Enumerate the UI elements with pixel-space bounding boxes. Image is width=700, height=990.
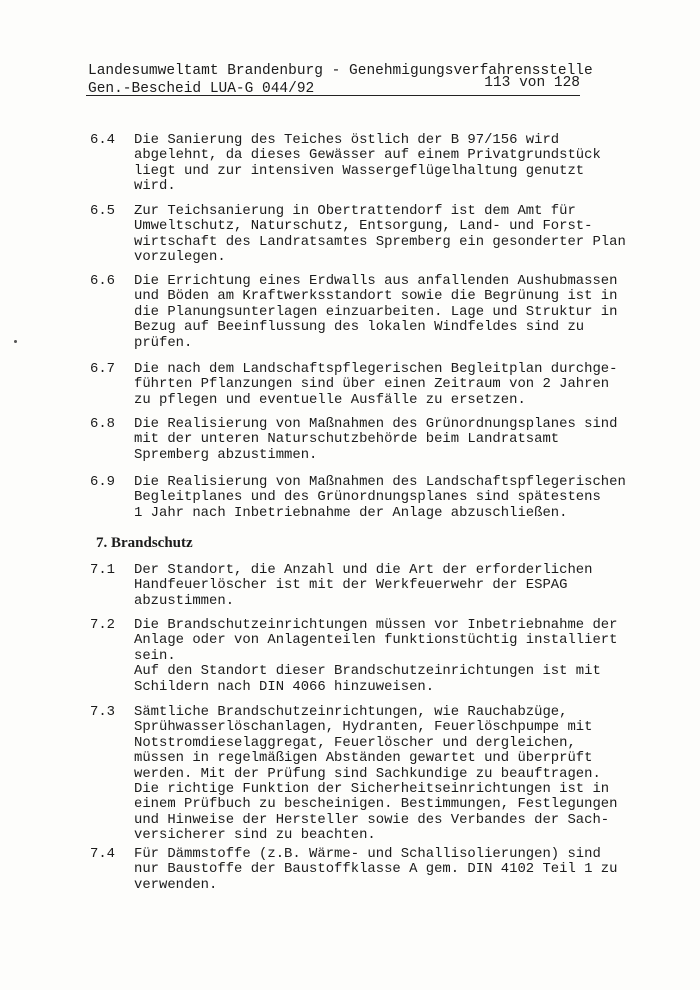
paragraph-number: 7.4 — [90, 846, 116, 862]
paragraph-number: 6.6 — [90, 273, 116, 289]
paragraph-number: 6.4 — [90, 132, 116, 148]
paragraph-number: 7.2 — [90, 617, 116, 633]
paragraph-text: Die Errichtung eines Erdwalls aus anfallenden Aushubmassen und Böden am Kraftwerksstandort sowie die Begrünung ist in die Planungsunterlagen einzuarbeiten. Lage und Struktur in Bezug auf Beeinflussung des lokalen Windfeldes sind zu prüfen. — [134, 273, 618, 351]
paragraph-text: Der Standort, die Anzahl und die Art der erforderlichen Handfeuerlöscher ist mit der Werkfeuerwehr der ESPAG abzustimmen. — [134, 562, 593, 609]
header-line-1: Landesumweltamt Brandenburg - Genehmigungsverfahrensstelle — [88, 63, 593, 79]
paragraph-number: 7.1 — [90, 562, 116, 578]
paragraph-text: Für Dämmstoffe (z.B. Wärme- und Schallisolierungen) sind nur Baustoffe der Baustoffklasse A gem. DIN 4102 Teil 1 zu verwenden. — [134, 846, 618, 893]
paragraph-number: 6.8 — [90, 416, 116, 432]
paragraph-number: 6.5 — [90, 203, 116, 219]
paragraph-text: Die Realisierung von Maßnahmen des Landschaftspflegerischen Begleitplanes und des Grünordnungsplanes sind spätestens 1 Jahr nach Inbetriebnahme der Anlage abzuschließen. — [134, 474, 626, 521]
paragraph-text: Sämtliche Brandschutzeinrichtungen, wie Rauchabzüge, Sprühwasserlöschanlagen, Hydranten, Feuerlöschpumpe mit Notstromdieselaggregat, Feuerlöscher und dergleichen, müssen in regelmäßigen Abständen gewartet und überprüft werden. Mit der Prüfung sind Sachkundige zu beauftragen. Die richtige Funktion der Sicherheitseinrichtungen ist in einem Prüfbuch zu bescheinigen. Bestimmungen, Festlegungen und Hinweise der Hersteller sowie des Verbandes der Sach- versicherer sind zu beachten. — [134, 704, 618, 844]
paragraph-text: Die Realisierung von Maßnahmen des Grünordnungsplanes sind mit der unteren Naturschutzbehörde beim Landratsamt Spremberg abzustimmen. — [134, 416, 618, 463]
paragraph-text: Zur Teichsanierung in Obertrattendorf ist dem Amt für Umweltschutz, Naturschutz, Entsorgung, Land- und Forst- wirtschaft des Landratsamtes Spremberg ein gesonderter Plan vorzulegen. — [134, 203, 626, 266]
section-title-brandschutz: 7. Brandschutz — [96, 535, 193, 551]
header-line-2: Gen.-Bescheid LUA-G 044/92 — [88, 81, 315, 97]
paragraph-number: 7.3 — [90, 704, 116, 720]
paragraph-text: Die Brandschutzeinrichtungen müssen vor Inbetriebnahme der Anlage oder von Anlagenteilen funktionstüchtig installiert sein. Auf den Standort dieser Brandschutzeinrichtungen ist mit Schildern nach DIN 4066 hinzuweisen. — [134, 617, 618, 695]
paragraph-number: 6.9 — [90, 474, 116, 490]
header-rule — [86, 95, 580, 96]
paragraph-text: Die nach dem Landschaftspflegerischen Begleitplan durchge- führten Pflanzungen sind über einen Zeitraum von 2 Jahren zu pflegen und eventuelle Ausfälle zu ersetzen. — [134, 361, 618, 408]
margin-mark — [14, 340, 17, 343]
page-number: 113 von 128 — [484, 75, 580, 91]
paragraph-number: 6.7 — [90, 361, 116, 377]
paragraph-text: Die Sanierung des Teiches östlich der B 97/156 wird abgelehnt, da dieses Gewässer auf einem Privatgrundstück liegt und zur intensiven Wassergeflügelhaltung genutzt wird. — [134, 132, 601, 195]
